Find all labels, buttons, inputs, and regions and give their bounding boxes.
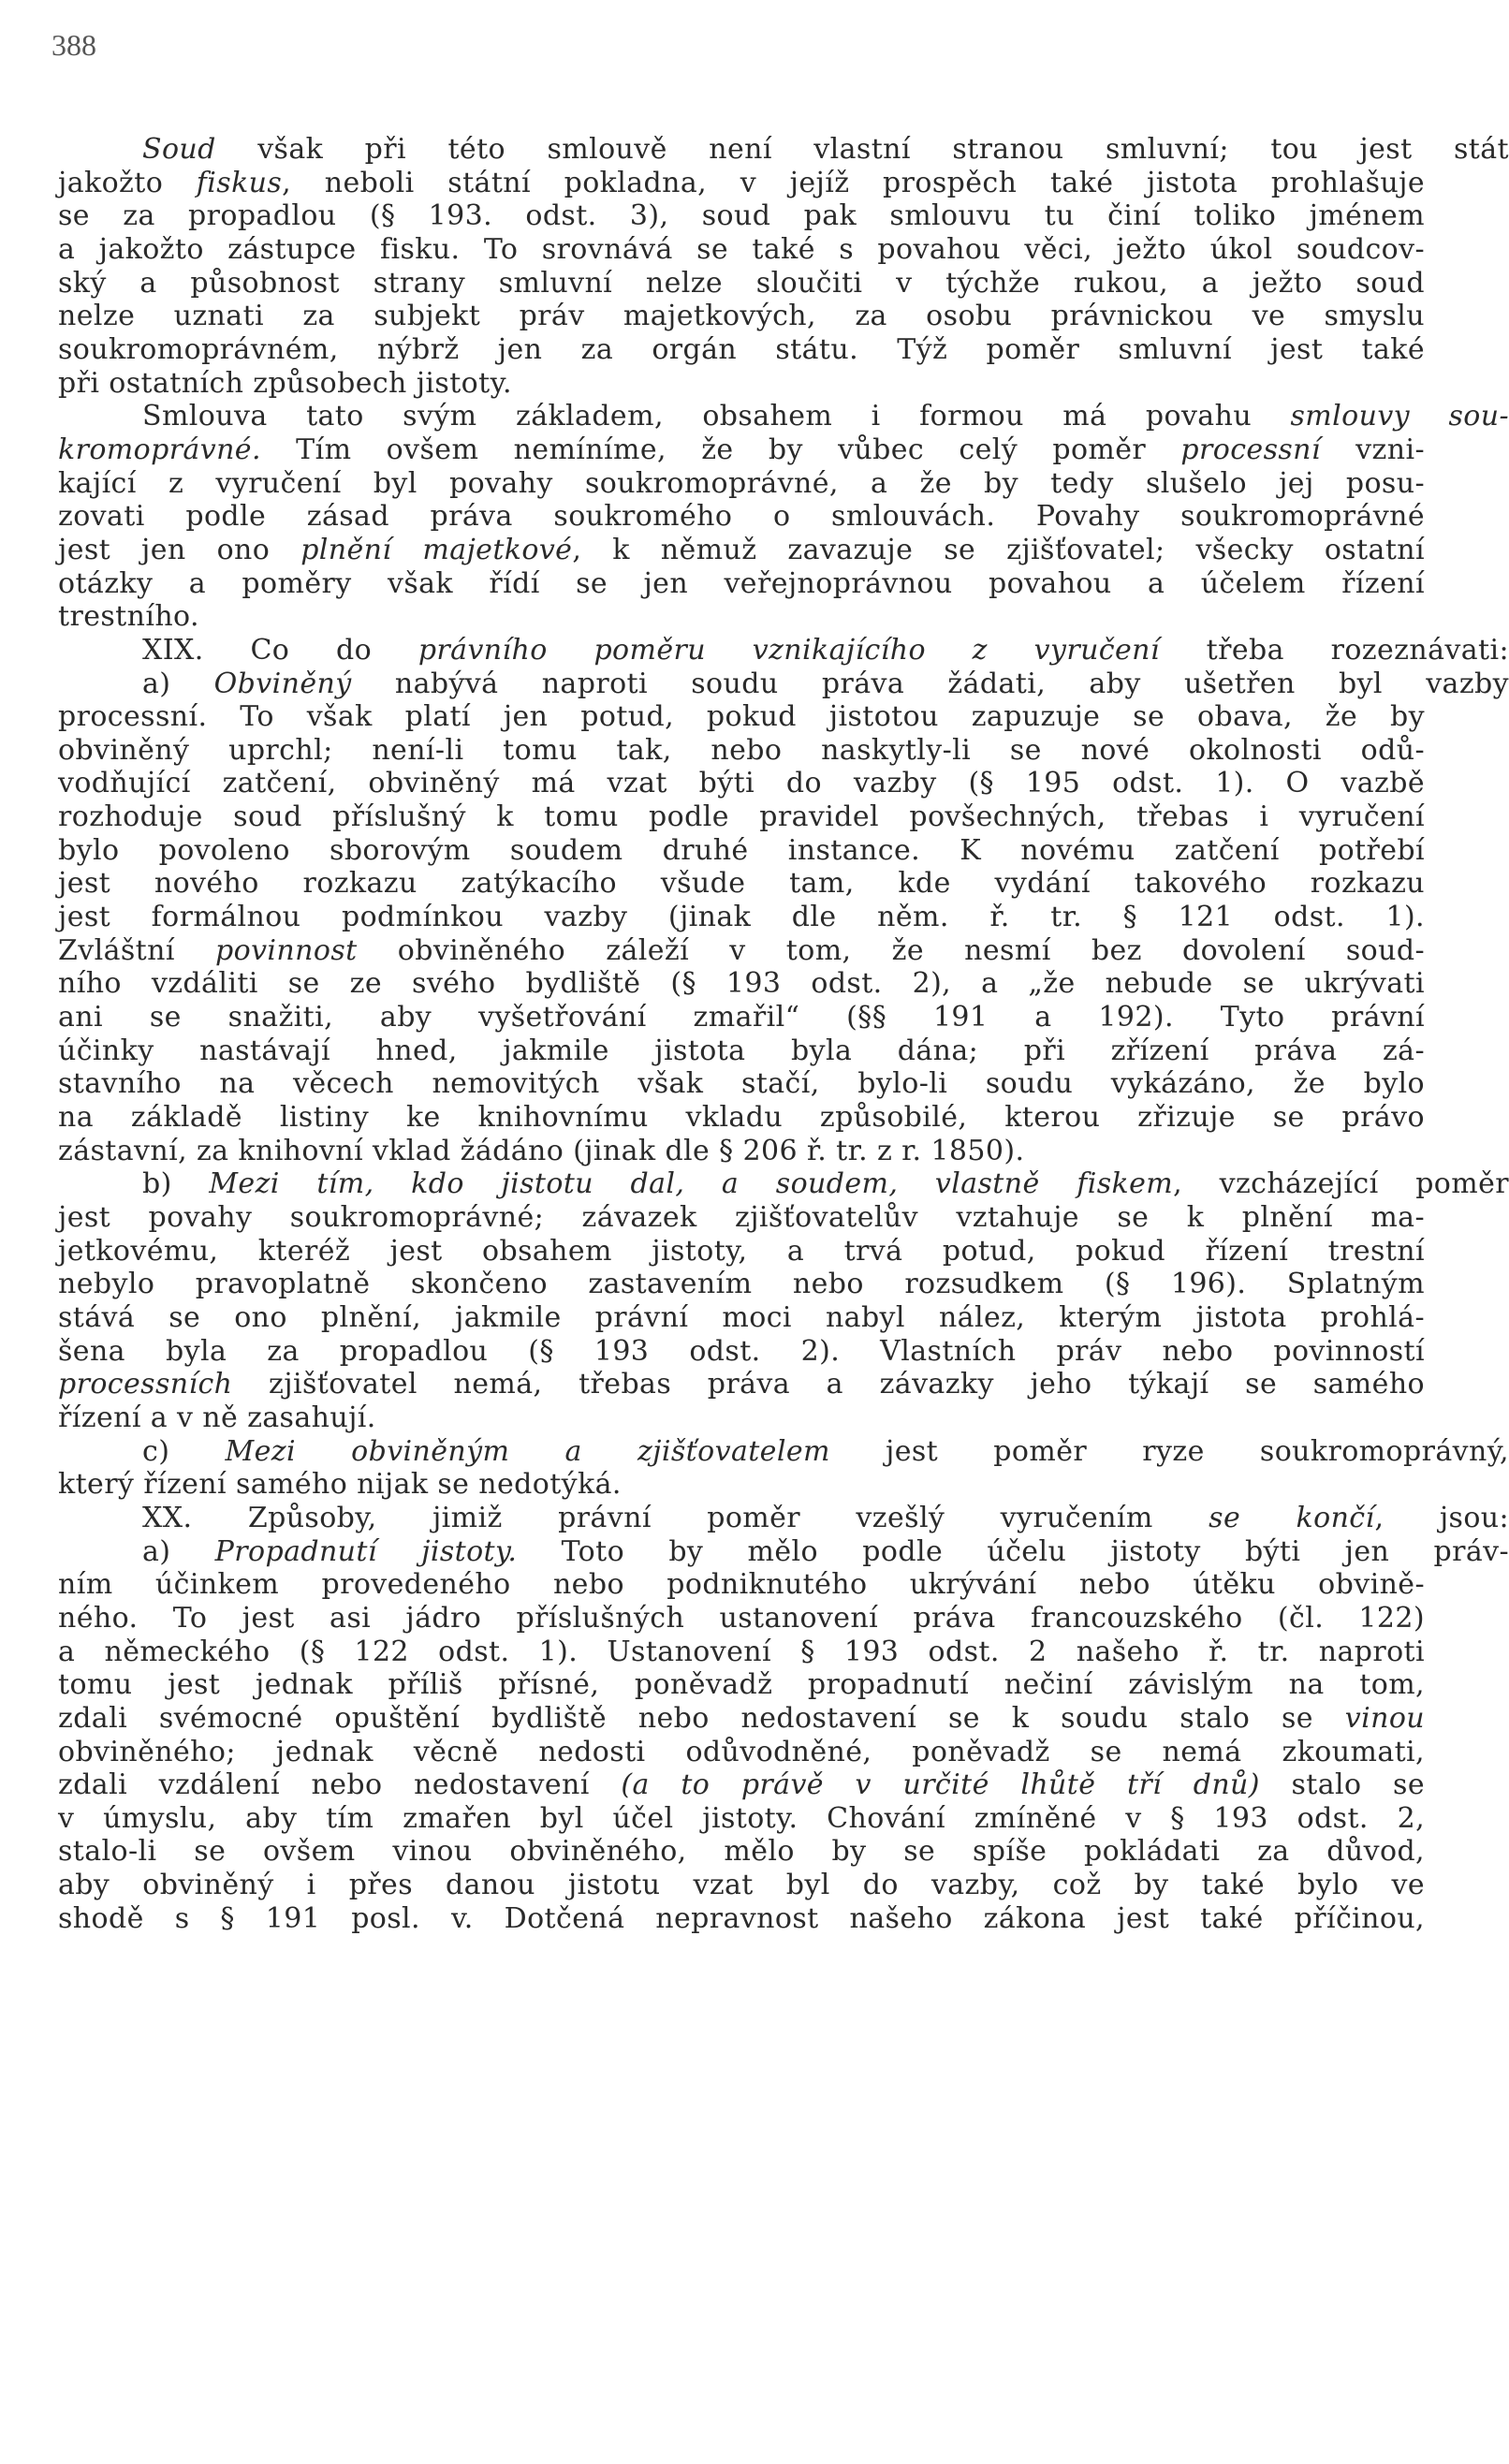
- text-segment: nabývá naproti soudu práva žádati, aby ušetřen byl vazby: [351, 667, 1509, 700]
- text-line: [58, 1268, 1425, 1301]
- text-segment: c): [142, 1434, 226, 1468]
- italic-text: kromoprávné.: [58, 433, 261, 466]
- text-segment: zdali svémocné opuštění bydliště nebo nedostavení se k soudu stalo se: [58, 1701, 1345, 1735]
- text-line: [58, 1001, 1425, 1034]
- text-line: [58, 1335, 1425, 1369]
- text-segment: bylo povoleno sborovým soudem druhé instance. K novému zatčení potřebí: [58, 833, 1425, 867]
- text-segment: shodě s § 191 posl. v. Dotčená nepravnost našeho zákona jest také příčinou,: [58, 1901, 1425, 1935]
- text-line: [58, 567, 1425, 601]
- text-segment: ani se snažiti, aby vyšetřování zmařil“ (§§ 191 a 192). Tyto právní: [58, 1001, 1425, 1034]
- text-segment: však při této smlouvě není vlastní stranou smluvní; tou jest stát: [215, 133, 1509, 166]
- text-line: [58, 1635, 1425, 1669]
- text-segment: kající z vyručení byl povahy soukromoprávné, a že by tedy slušelo jej posu-: [58, 466, 1425, 500]
- text-line: [58, 1301, 1425, 1335]
- text-segment: a jakožto zástupce fisku. To srovnává se také s povahou věci, ježto úkol soudcov-: [58, 232, 1425, 266]
- text-line: [58, 1235, 1425, 1269]
- text-line: [58, 1869, 1425, 1902]
- page-number: 388: [51, 28, 96, 62]
- text-line: [58, 667, 1509, 701]
- text-line: [58, 600, 1425, 634]
- text-line: [58, 967, 1425, 1001]
- text-segment: b): [142, 1167, 210, 1201]
- text-line: [58, 1535, 1509, 1569]
- text-segment: Tím ovšem nemíníme, že by vůbec celý poměr: [260, 433, 1181, 466]
- text-line: [58, 433, 1425, 467]
- italic-text: plnění majetkové: [300, 533, 573, 566]
- text-segment: který řízení samého nijak se nedotýká.: [58, 1468, 622, 1502]
- text-line: [58, 199, 1425, 233]
- text-segment: Toto by mělo podle účelu jistoty býti jen práv-: [517, 1534, 1509, 1568]
- italic-text: Mezi obviněným a zjišťovatelem: [225, 1434, 830, 1468]
- text-segment: šena byla za propadlou (§ 193 odst. 2). Vlastních práv nebo povinností: [58, 1334, 1425, 1368]
- text-line: [58, 1768, 1425, 1802]
- italic-text: právního poměru vznikajícího z vyručení: [418, 633, 1160, 667]
- italic-text: Obviněný: [213, 667, 352, 700]
- text-segment: obviněného záleží v tom, že nesmí bez dovolení soud-: [357, 933, 1425, 967]
- text-segment: soukromoprávném, nýbrž jen za orgán státu. Týž poměr smluvní jest také: [58, 332, 1425, 366]
- italic-text: processní: [1180, 433, 1321, 466]
- text-line: [58, 1902, 1425, 1936]
- text-line: [58, 1401, 1425, 1435]
- text-line: [58, 400, 1509, 433]
- text-line: [58, 1067, 1425, 1101]
- text-segment: účinky nastávají hned, jakmile jistota byla dána; při zřízení práva zá-: [58, 1034, 1425, 1067]
- text-segment: jest jen ono: [58, 533, 301, 566]
- text-segment: otázky a poměry však řídí se jen veřejnoprávnou povahou a účelem řízení: [58, 566, 1425, 600]
- text-line: [58, 700, 1425, 734]
- text-segment: jest formálnou podmínkou vazby (jinak dle něm. ř. tr. § 121 odst. 1).: [58, 901, 1425, 934]
- text-segment: nelze uznati za subjekt práv majetkových, za osobu právnickou ve smyslu: [58, 300, 1425, 333]
- text-segment: , jsou:: [1374, 1501, 1509, 1534]
- text-line: [58, 233, 1425, 267]
- text-line: [58, 934, 1425, 968]
- italic-text: Propadnutí jistoty.: [214, 1534, 518, 1568]
- text-segment: vzni-: [1320, 433, 1425, 466]
- italic-text: Soud: [142, 133, 216, 166]
- italic-text: Mezi tím, kdo jistotu dal, a soudem, vlastně fiskem: [209, 1167, 1174, 1201]
- text-line: [58, 267, 1425, 301]
- text-segment: jest povahy soukromoprávné; závazek zjišťovatelův vztahuje se k plnění ma-: [58, 1201, 1425, 1234]
- text-segment: aby obviněný i přes danou jistotu vzat byl do vazby, což by také bylo ve: [58, 1869, 1425, 1902]
- text-segment: se za propadlou (§ 193. odst. 3), soud pak smlouvu tu činí toliko jménem: [58, 199, 1425, 233]
- text-line: [58, 1602, 1425, 1635]
- text-line: [58, 1835, 1425, 1869]
- text-line: [58, 1736, 1425, 1769]
- text-segment: rozhoduje soud příslušný k tomu podle pravidel povšechných, třebas i vyručení: [58, 800, 1425, 834]
- text-line: [58, 467, 1425, 501]
- text-segment: řízení a v ně zasahují.: [58, 1401, 376, 1434]
- text-segment: zdali vzdálení nebo nedostavení: [58, 1768, 622, 1802]
- text-segment: trestního.: [58, 600, 199, 634]
- text-segment: XX. Způsoby, jimiž právní poměr vzešlý vyručením: [142, 1501, 1209, 1534]
- text-line: [58, 534, 1425, 567]
- text-segment: ního vzdáliti se ze svého bydliště (§ 193 odst. 2), a „že nebude se ukrývati: [58, 967, 1425, 1001]
- text-segment: a): [142, 1534, 215, 1568]
- text-line: [58, 634, 1509, 667]
- text-line: [58, 901, 1425, 934]
- italic-text: vinou: [1344, 1701, 1425, 1735]
- text-segment: v úmyslu, aby tím zmařen byl účel jistoty. Chování zmíněné v § 193 odst. 2,: [58, 1801, 1425, 1835]
- text-line: [58, 1101, 1425, 1135]
- text-line: [58, 1568, 1425, 1602]
- text-line: [58, 1468, 1425, 1502]
- text-line: [58, 1201, 1425, 1235]
- text-segment: ním účinkem provedeného nebo podniknutého ukrývání nebo útěku obvině-: [58, 1568, 1425, 1602]
- italic-text: fiskus: [196, 166, 283, 199]
- text-segment: zástavní, za knihovní vklad žádáno (jinak dle § 206 ř. tr. z r. 1850).: [58, 1134, 1025, 1167]
- italic-text: smlouvy sou-: [1290, 400, 1509, 433]
- text-line: [58, 1702, 1425, 1736]
- text-segment: Smlouva tato svým základem, obsahem i formou má povahu: [142, 400, 1291, 433]
- text-segment: obviněného; jednak věcně nedosti odůvodněné, poněvadž se nemá zkoumati,: [58, 1735, 1425, 1768]
- text-segment: , k němuž zavazuje se zjišťovatel; všecky ostatní: [572, 533, 1425, 566]
- text-line: [58, 1368, 1425, 1401]
- text-segment: jest nového rozkazu zatýkacího všude tam, kde vydání takového rozkazu: [58, 867, 1425, 901]
- text-segment: ský a působnost strany smluvní nelze sloučiti v týchže rukou, a ježto soud: [58, 266, 1425, 300]
- text-segment: ného. To jest asi jádro příslušných ustanovení práva francouzského (čl. 122): [58, 1601, 1425, 1635]
- text-line: [58, 834, 1425, 868]
- text-line: [58, 133, 1509, 167]
- text-line: [58, 1668, 1425, 1702]
- text-line: [58, 500, 1425, 534]
- text-segment: stavního na věcech nemovitých však stačí, bylo-li soudu vykázáno, že bylo: [58, 1067, 1425, 1101]
- text-line: [58, 734, 1425, 768]
- text-segment: jetkovému, kteréž jest obsahem jistoty, a trvá potud, pokud řízení trestní: [58, 1234, 1425, 1268]
- italic-text: se končí: [1209, 1501, 1375, 1534]
- italic-text: (a to právě v určité lhůtě tří dnů): [621, 1768, 1260, 1802]
- text-line: [58, 767, 1425, 800]
- text-segment: při ostatních způsobech jistoty.: [58, 366, 512, 400]
- text-line: [58, 867, 1425, 901]
- text-line: [58, 1167, 1509, 1201]
- text-line: [58, 367, 1425, 401]
- text-line: [58, 1135, 1425, 1168]
- italic-text: processních: [58, 1368, 233, 1401]
- text-segment: processní. To však platí jen potud, pokud jistotou zapuzuje se obava, že by: [58, 700, 1425, 734]
- text-line: [58, 333, 1425, 367]
- text-segment: XIX. Co do: [142, 633, 418, 667]
- text-segment: Zvláštní: [58, 933, 216, 967]
- text-segment: a německého (§ 122 odst. 1). Ustanovení § 193 odst. 2 našeho ř. tr. naproti: [58, 1635, 1425, 1668]
- text-segment: vodňující zatčení, obviněný má vzat býti do vazby (§ 195 odst. 1). O vazbě: [58, 767, 1425, 800]
- text-segment: nebylo pravoplatně skončeno zastavením nebo rozsudkem (§ 196). Splatným: [58, 1268, 1425, 1301]
- text-segment: , neboli státní pokladna, v jejíž prospěch také jistota prohlašuje: [282, 166, 1425, 199]
- text-segment: jest poměr ryze soukromoprávný,: [829, 1434, 1509, 1468]
- text-segment: obviněný uprchl; není-li tomu tak, nebo naskytly-li se nové okolnosti odů-: [58, 733, 1425, 767]
- text-line: [58, 800, 1425, 834]
- text-segment: zovati podle zásad práva soukromého o smlouvách. Povahy soukromoprávné: [58, 500, 1425, 534]
- text-line: [58, 1435, 1509, 1469]
- italic-text: povinnost: [215, 933, 358, 967]
- text-segment: na základě listiny ke knihovnímu vkladu způsobilé, kterou zřizuje se právo: [58, 1101, 1425, 1135]
- text-line: [58, 1802, 1425, 1836]
- text-segment: zjišťovatel nemá, třebas práva a závazky jeho týkají se samého: [232, 1368, 1425, 1401]
- body-text: [58, 133, 1509, 1935]
- text-line: [58, 167, 1425, 200]
- text-segment: a): [142, 667, 214, 700]
- text-segment: jakožto: [58, 166, 197, 199]
- text-line: [58, 300, 1425, 333]
- text-line: [58, 1034, 1425, 1068]
- text-segment: stalo se: [1259, 1768, 1425, 1802]
- text-segment: třeba rozeznávati:: [1159, 633, 1509, 667]
- text-segment: stalo-li se ovšem vinou obviněného, mělo by se spíše pokládati za důvod,: [58, 1835, 1425, 1869]
- text-segment: tomu jest jednak příliš přísné, poněvadž propadnutí nečiní závislým na tom,: [58, 1668, 1425, 1702]
- text-segment: , vzcházející poměr: [1173, 1167, 1509, 1201]
- text-line: [58, 1502, 1509, 1535]
- text-segment: stává se ono plnění, jakmile právní moci nabyl nález, kterým jistota prohlá-: [58, 1300, 1425, 1334]
